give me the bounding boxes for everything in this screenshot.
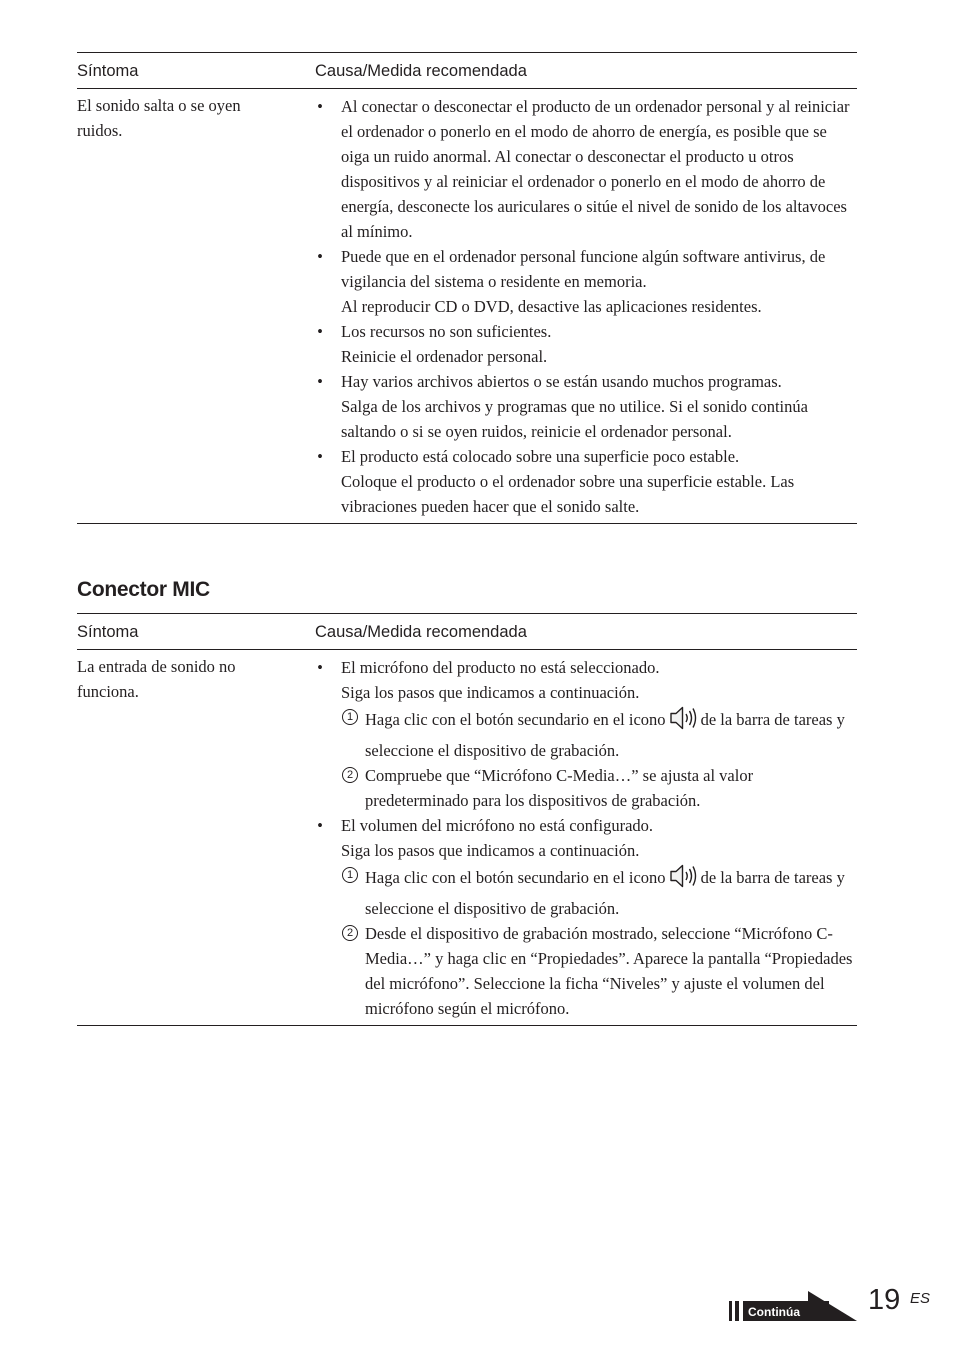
list-item bbox=[315, 244, 857, 319]
step-item bbox=[341, 921, 857, 1021]
speaker-icon bbox=[669, 705, 699, 738]
continue-bar bbox=[729, 1301, 732, 1321]
continue-bar bbox=[735, 1301, 739, 1321]
column-header-symptom: Síntoma bbox=[77, 623, 139, 641]
page-number: 19 bbox=[868, 1284, 901, 1316]
step-text: Haga clic con el botón secundario en el icono bbox=[365, 710, 666, 729]
column-header-symptom: Síntoma bbox=[77, 62, 139, 80]
item-text: Hay varios archivos abiertos o se están usando muchos programas. bbox=[341, 372, 782, 391]
list-item bbox=[315, 94, 857, 244]
bullet: • bbox=[317, 658, 323, 677]
item-text: El volumen del micrófono no está configurado. bbox=[341, 816, 654, 835]
step-text: Haga clic con el botón secundario en el icono bbox=[365, 868, 666, 887]
item-text: Los recursos no son suficientes. bbox=[341, 322, 552, 341]
cause-list bbox=[315, 650, 857, 1025]
item-text: Puede que en el ordenador personal funcione algún software antivirus, de vigilancia del sistema o residente en memoria. bbox=[341, 247, 826, 291]
bullet: • bbox=[317, 97, 323, 116]
item-text: El micrófono del producto no está seleccionado. bbox=[341, 658, 660, 677]
step-item bbox=[341, 863, 857, 921]
item-text: Al conectar o desconectar el producto de un ordenador personal y al reiniciar el ordenador o ponerlo en el modo de ahorro de energía, es posible que se oiga un ruido anormal. Al conectar o desconectar el producto u otros dispositivos y al reiniciar el ordenador o ponerlo en el modo de ahorro de energía, desconecte los auriculares o sitúe el nivel de sonido de los altavoces al mínimo. bbox=[341, 97, 850, 241]
step-text: de la barra de tareas y seleccione el dispositivo de grabación. bbox=[365, 710, 845, 760]
continue-arrow-icon bbox=[808, 1291, 857, 1321]
item-text: Al reproducir CD o DVD, desactive las aplicaciones residentes. bbox=[341, 297, 762, 316]
language-code: ES bbox=[910, 1290, 931, 1307]
item-text: Reinicie el ordenador personal. bbox=[341, 347, 548, 366]
step-number: 2 bbox=[342, 767, 358, 783]
step-number: 1 bbox=[342, 709, 358, 725]
cause-list bbox=[315, 89, 857, 523]
list-item bbox=[315, 319, 857, 369]
symptom-text: El sonido salta o se oyen ruidos. bbox=[77, 96, 241, 140]
table-header bbox=[77, 614, 857, 650]
step-item bbox=[341, 763, 857, 813]
bullet: • bbox=[317, 816, 323, 835]
bullet: • bbox=[317, 447, 323, 466]
bullet: • bbox=[317, 247, 323, 266]
step-text: de la barra de tareas y seleccione el dispositivo de grabación. bbox=[365, 868, 845, 918]
continue-label: Continúa bbox=[748, 1305, 800, 1319]
troubleshooting-table-mic bbox=[77, 613, 857, 1026]
item-text: Salga de los archivos y programas que no utilice. Si el sonido continúa saltando o si se oyen ruidos, reinicie el ordenador personal. bbox=[341, 397, 808, 441]
symptom-text: La entrada de sonido no funciona. bbox=[77, 657, 236, 701]
column-header-cause: Causa/Medida recomendada bbox=[315, 623, 527, 641]
step-text: Compruebe que “Micrófono C-Media…” se ajusta al valor predeterminado para los dispositivos de grabación. bbox=[365, 766, 754, 810]
step-number: 1 bbox=[342, 867, 358, 883]
step-item bbox=[341, 705, 857, 763]
list-item bbox=[315, 369, 857, 444]
item-text: Coloque el producto o el ordenador sobre una superficie estable. Las vibraciones pueden hacer que el sonido salte. bbox=[341, 472, 795, 516]
table-row bbox=[77, 89, 857, 524]
table-row bbox=[77, 650, 857, 1026]
column-header-cause: Causa/Medida recomendada bbox=[315, 62, 527, 80]
step-number: 2 bbox=[342, 925, 358, 941]
troubleshooting-table-sound bbox=[77, 52, 857, 524]
section-title: Conector MIC bbox=[77, 578, 210, 601]
list-item bbox=[315, 655, 857, 813]
step-text: Desde el dispositivo de grabación mostrado, seleccione “Micrófono C-Media…” y haga clic en “Propiedades”. Aparece la pantalla “Propiedades del micrófono”. Seleccione la ficha “Niveles” y ajuste el volumen del micrófono según el micrófono. bbox=[365, 924, 853, 1018]
speaker-icon bbox=[669, 863, 699, 896]
continue-marker bbox=[729, 1291, 857, 1321]
bullet: • bbox=[317, 322, 323, 341]
list-item bbox=[315, 813, 857, 1021]
table-header bbox=[77, 53, 857, 89]
item-text: El producto está colocado sobre una superficie poco estable. bbox=[341, 447, 740, 466]
bullet: • bbox=[317, 372, 323, 391]
item-text: Siga los pasos que indicamos a continuación. bbox=[341, 683, 640, 702]
item-text: Siga los pasos que indicamos a continuación. bbox=[341, 841, 640, 860]
list-item bbox=[315, 444, 857, 519]
